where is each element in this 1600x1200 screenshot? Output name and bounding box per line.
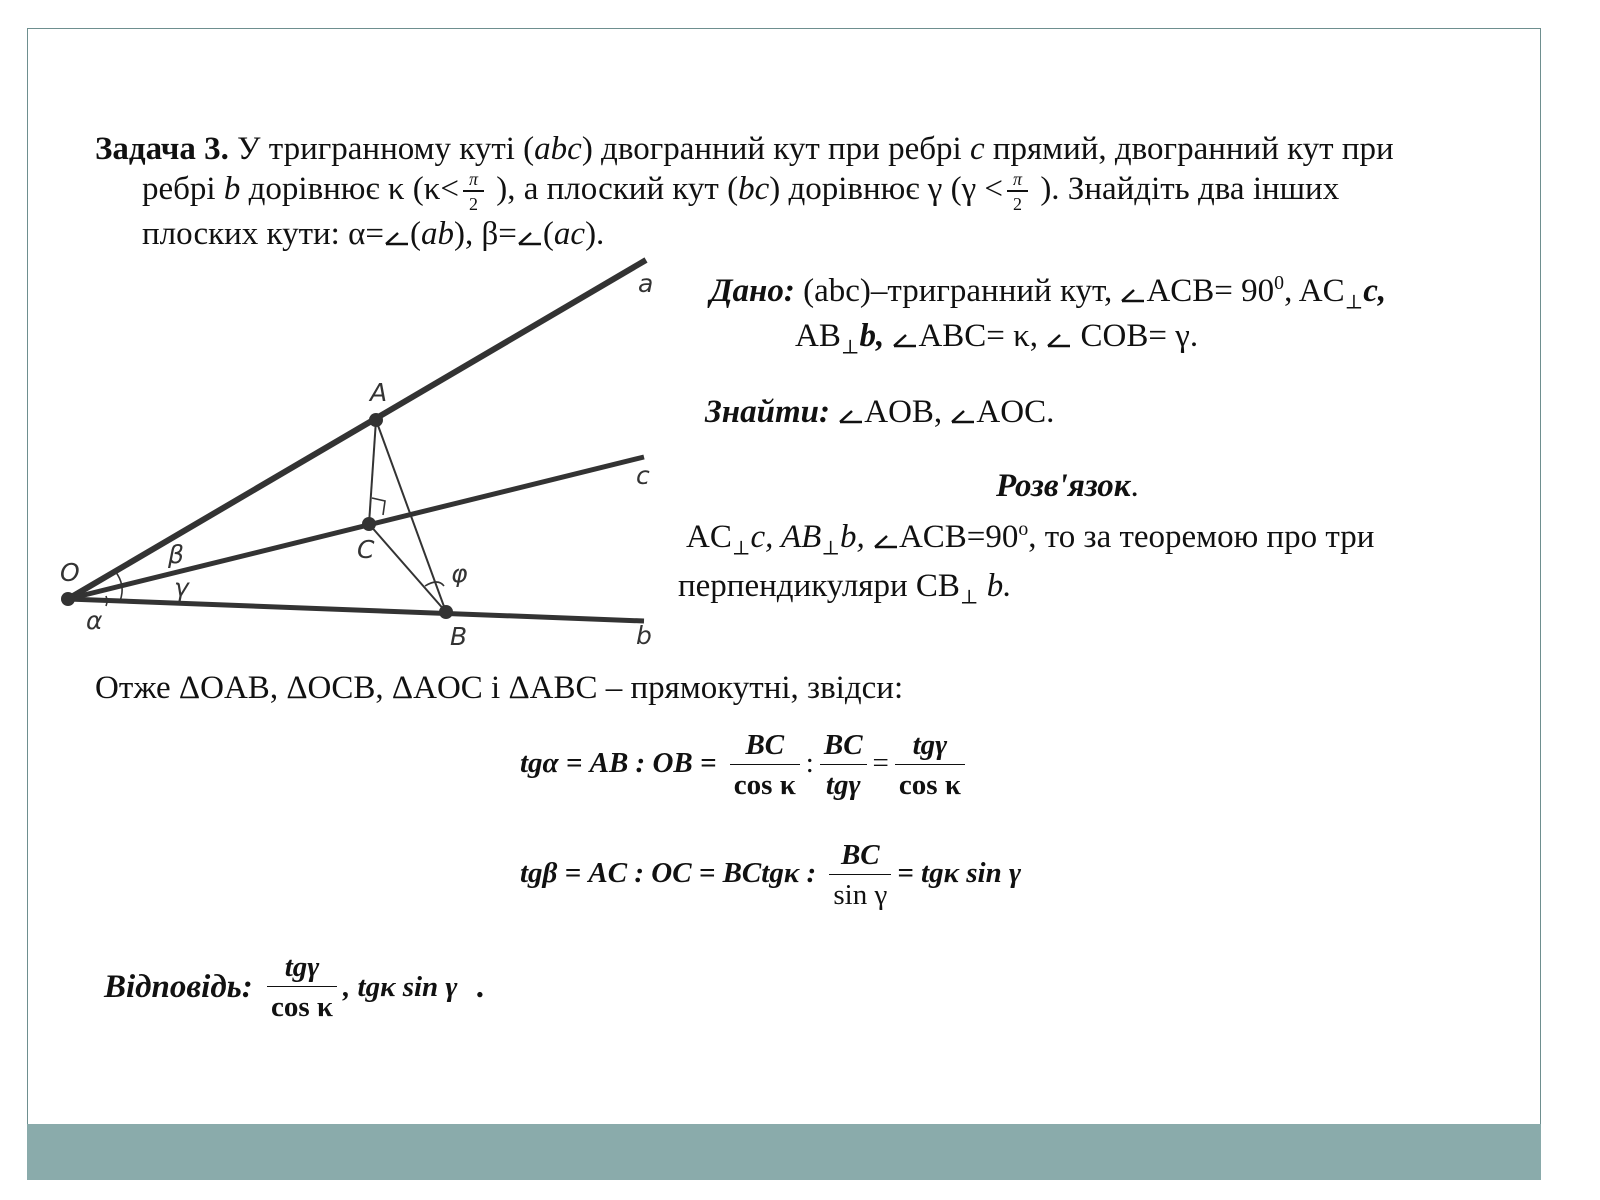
trihedral-angle-figure	[40, 250, 680, 670]
answer-label: Відповідь:	[104, 968, 253, 1005]
label-A: A	[370, 378, 388, 407]
answer-line: Відповідь: $\frac{\text{tgγ}}{\text{cos κ}}$ , tgκ sin γ .	[104, 951, 484, 1024]
problem-line-3: плоских кути: α= (ab), β= (ac).	[142, 216, 605, 252]
ray-b	[68, 599, 644, 621]
label-gamma: γ	[174, 573, 189, 602]
fraction-bc-tg-g: $\frac{BC}{\text{tgγ}}$	[820, 730, 867, 801]
label-C: C	[357, 535, 375, 564]
label-c: c	[636, 461, 650, 490]
angle-icon	[838, 403, 864, 425]
label-alpha: α	[86, 606, 103, 635]
fraction-bc-cos-k: $\frac{BC}{\text{cos κ}}$	[730, 730, 800, 801]
angle-icon	[873, 528, 899, 550]
ray-c	[68, 457, 644, 599]
label-b: b	[636, 621, 652, 650]
angle-icon	[950, 403, 976, 425]
problem-line-2: ребрі b дорівнює κ (κ< $\frac{\pi}{2}$ ), а плоский кут (bc) дорівнює γ (γ < $\frac{\pi}{2}$ ). Знайдіть два інших	[142, 169, 1340, 214]
segment-CB	[369, 524, 446, 612]
label-phi: φ	[451, 559, 468, 588]
solution-line-1: $AC_\perp c$, $AB_\perp b$, $ACB=90^o$, то за теоремою про три	[686, 518, 1375, 560]
slide-footer-band	[27, 1124, 1541, 1180]
label-a: a	[638, 269, 654, 298]
arc-phi	[425, 582, 444, 586]
point-O	[61, 592, 75, 606]
point-B	[439, 605, 453, 619]
angle-icon	[517, 225, 543, 247]
find-label: Знайти:	[705, 394, 830, 430]
problem-title: Задача 3.	[95, 131, 229, 167]
angle-icon	[1046, 327, 1072, 349]
given-line-1: Дано: (abc)–тригранний кут, $ACB= 90^0$, $AC_\perp c$,	[710, 272, 1387, 314]
fraction-tg-g-cos-k: $\frac{\text{tgγ}}{\text{cos κ}}$	[895, 730, 965, 801]
label-beta: β	[168, 540, 184, 569]
segment-AB	[376, 420, 446, 612]
formula-tg-alpha: tgα = AB : OB = $\frac{BC}{\text{cos κ}}$ : $\frac{BC}{\text{tgγ}}$ = $\frac{\text{tgγ}}{\text{cos κ}}$	[520, 730, 971, 801]
point-A	[369, 413, 383, 427]
pi-over-two-fraction-2: $\frac{\pi}{2}$	[1007, 170, 1028, 213]
angle-icon	[1120, 282, 1146, 304]
right-angle-mark	[372, 498, 385, 515]
segment-AC	[369, 420, 376, 524]
answer-fraction: $\frac{\text{tgγ}}{\text{cos κ}}$	[267, 952, 337, 1023]
angle-icon	[384, 225, 410, 247]
point-C	[362, 517, 376, 531]
given-line-2: $AB_\perp b$, ABC= κ, COB= γ.	[795, 318, 1199, 359]
label-O: O	[60, 558, 80, 587]
solution-heading: Розв'язок.	[996, 468, 1139, 504]
find-line: Знайти: AOB, AOC.	[705, 394, 1055, 430]
label-B: B	[450, 622, 468, 651]
fraction-bc-sin-g: $\frac{BC}{\text{sin γ}}$	[829, 840, 891, 911]
formula-tg-beta: tgβ = AC : OC = BCtgκ : $\frac{BC}{\text{sin γ}}$ = tgκ sin γ	[520, 839, 1022, 912]
angle-icon	[892, 327, 918, 349]
given-label: Дано:	[710, 273, 795, 309]
pi-over-two-fraction: $\frac{\pi}{2}$	[463, 170, 484, 213]
problem-line-1: Задача 3. У тригранному куті (abc) двогранний кут при ребрі c прямий, двогранний кут при	[95, 131, 1394, 167]
solution-line-2: перпендикуляри $CB_\perp$ b.	[678, 568, 1012, 609]
conclusion-line: Отже ΔOAB, ΔOCB, ΔAOC і ΔABC – прямокутні, звідси:	[95, 670, 904, 706]
